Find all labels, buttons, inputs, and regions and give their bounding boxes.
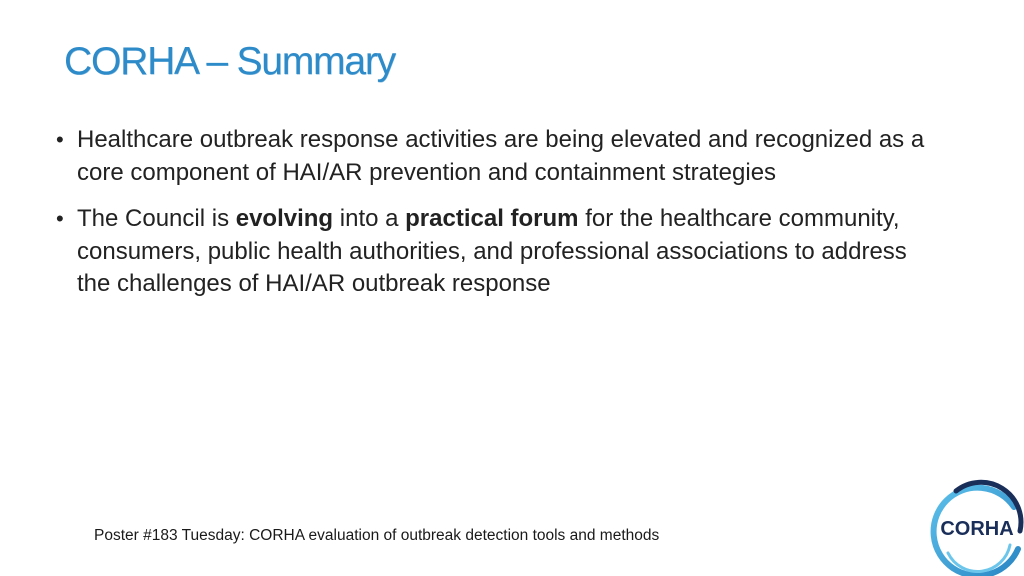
bullet-text: Healthcare outbreak response activities are being elevated and recognized as a core component of HAI/AR prevention and containment strategies [77,126,925,186]
bullet-item [56,203,936,301]
slide-title: CORHA – Summary [64,40,395,83]
bullet-bold-text: evolving [235,205,334,232]
footer-note: Poster #183 Tuesday: CORHA evaluation of outbreak detection tools and methods [94,527,660,544]
bullet-icon: • [56,127,64,152]
corha-logo [926,479,1024,576]
bullet-text-part: The Council is [77,205,236,232]
bullet-text-part: for the healthcare community, consumers, public health authorities, and professional associations to address the challenges of HAI/AR outbreak response [77,205,907,297]
bullet-text-part: into a [333,205,406,232]
bullet-item [56,124,936,189]
bullet-list [56,124,936,315]
bullet-icon: • [56,206,64,231]
bullet-bold-text: practical forum [405,205,579,232]
logo-text: CORHA [940,518,1014,540]
